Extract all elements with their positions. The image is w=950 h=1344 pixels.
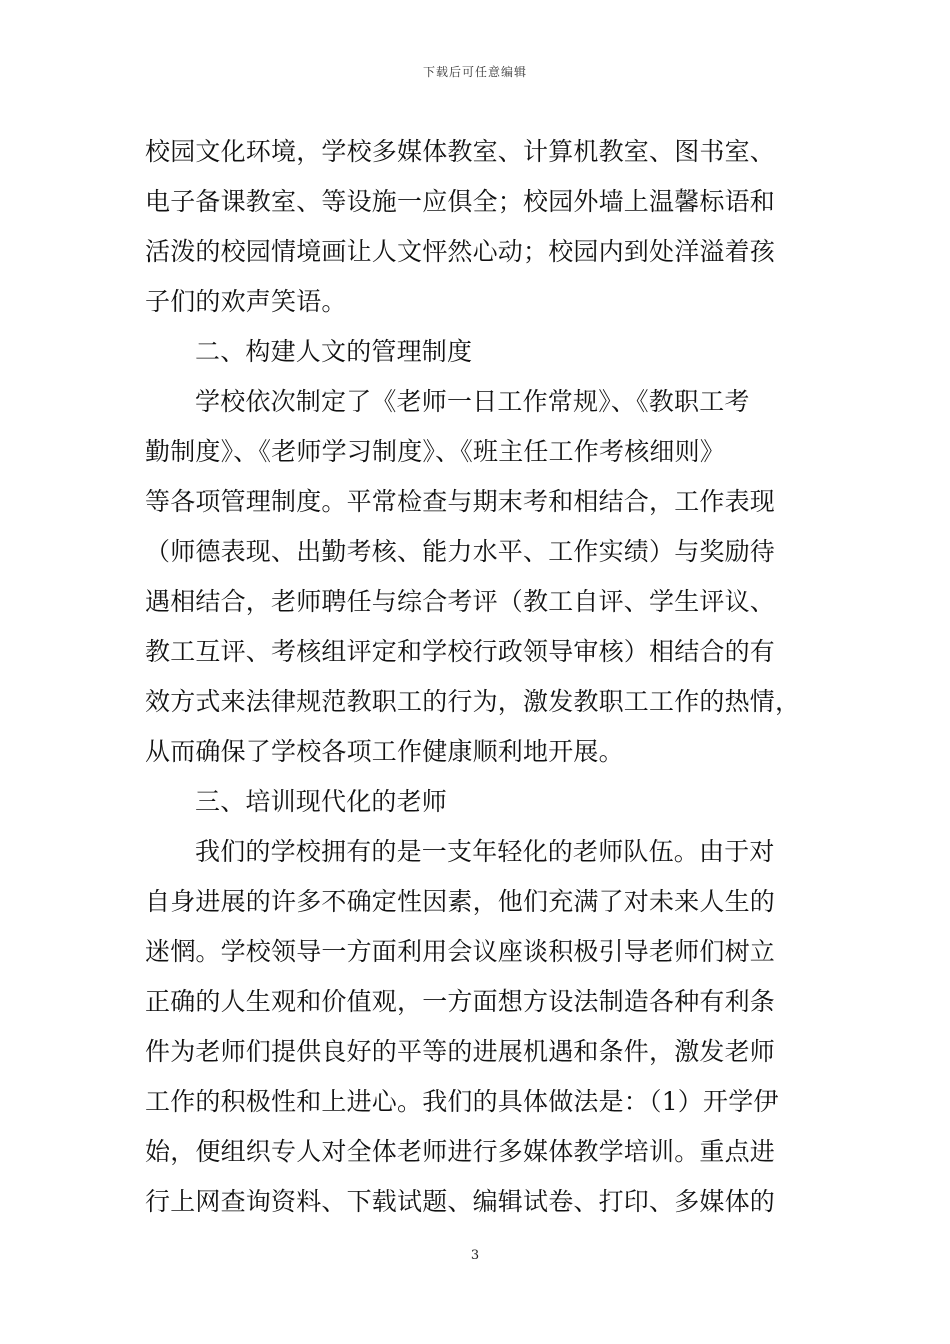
body-text bbox=[145, 127, 805, 1227]
paragraph-line: 效方式来法律规范教职工的行为，激发教职工工作的热情， bbox=[145, 687, 801, 716]
paragraph-line: （师德表现、出勤考核、能力水平、工作实绩）与奖励待 bbox=[145, 537, 776, 566]
paragraph-line: 教工互评、考核组评定和学校行政领导审核）相结合的有 bbox=[145, 637, 776, 666]
paragraph-line: 我们的学校拥有的是一支年轻化的老师队伍。由于对 bbox=[195, 837, 775, 866]
page-number: 3 bbox=[470, 1248, 480, 1263]
paragraph-line: 从而确保了学校各项工作健康顺利地开展。 bbox=[145, 737, 624, 766]
paragraph-line: 勤制度》、《老师学习制度》、《班主任工作考核细则》 bbox=[145, 437, 726, 466]
paragraph-line: 学校依次制定了《老师一日工作常规》、《教职工考 bbox=[195, 387, 750, 416]
paragraph-line: 等各项管理制度。平常检查与期末考和相结合，工作表现 bbox=[145, 487, 776, 516]
header-note: 下载后可任意编辑 bbox=[422, 65, 527, 79]
paragraph-line: 始，便组织专人对全体老师进行多媒体教学培训。重点进 bbox=[145, 1137, 776, 1166]
paragraph-line: 校园文化环境，学校多媒体教室、计算机教室、图书室、 bbox=[145, 137, 776, 166]
section-heading: 二、构建人文的管理制度 bbox=[195, 337, 473, 366]
paragraph-line: 迷惘。学校领导一方面利用会议座谈积极引导老师们树立 bbox=[145, 937, 776, 966]
paragraph-line: 活泼的校园情境画让人文怦然心动；校园内到处洋溢着孩 bbox=[145, 237, 776, 266]
paragraph-line: 行上网查询资料、下载试题、编辑试卷、打印、多媒体的 bbox=[145, 1187, 776, 1216]
paragraph-line: 子们的欢声笑语。 bbox=[145, 287, 347, 316]
paragraph-line: 自身进展的许多不确定性因素，他们充满了对未来人生的 bbox=[145, 887, 776, 916]
paragraph-line: 电子备课教室、等设施一应俱全；校园外墙上温馨标语和 bbox=[145, 187, 776, 216]
paragraph-line: 遇相结合，老师聘任与综合考评（教工自评、学生评议、 bbox=[145, 587, 776, 616]
paragraph-line: 正确的人生观和价值观，一方面想方设法制造各种有利条 bbox=[145, 987, 776, 1016]
paragraph-line: 工作的积极性和上进心。我们的具体做法是：（1）开学伊 bbox=[145, 1087, 779, 1116]
section-heading: 三、培训现代化的老师 bbox=[195, 787, 448, 816]
paragraph-line: 件为老师们提供良好的平等的进展机遇和条件，激发老师 bbox=[145, 1037, 776, 1066]
